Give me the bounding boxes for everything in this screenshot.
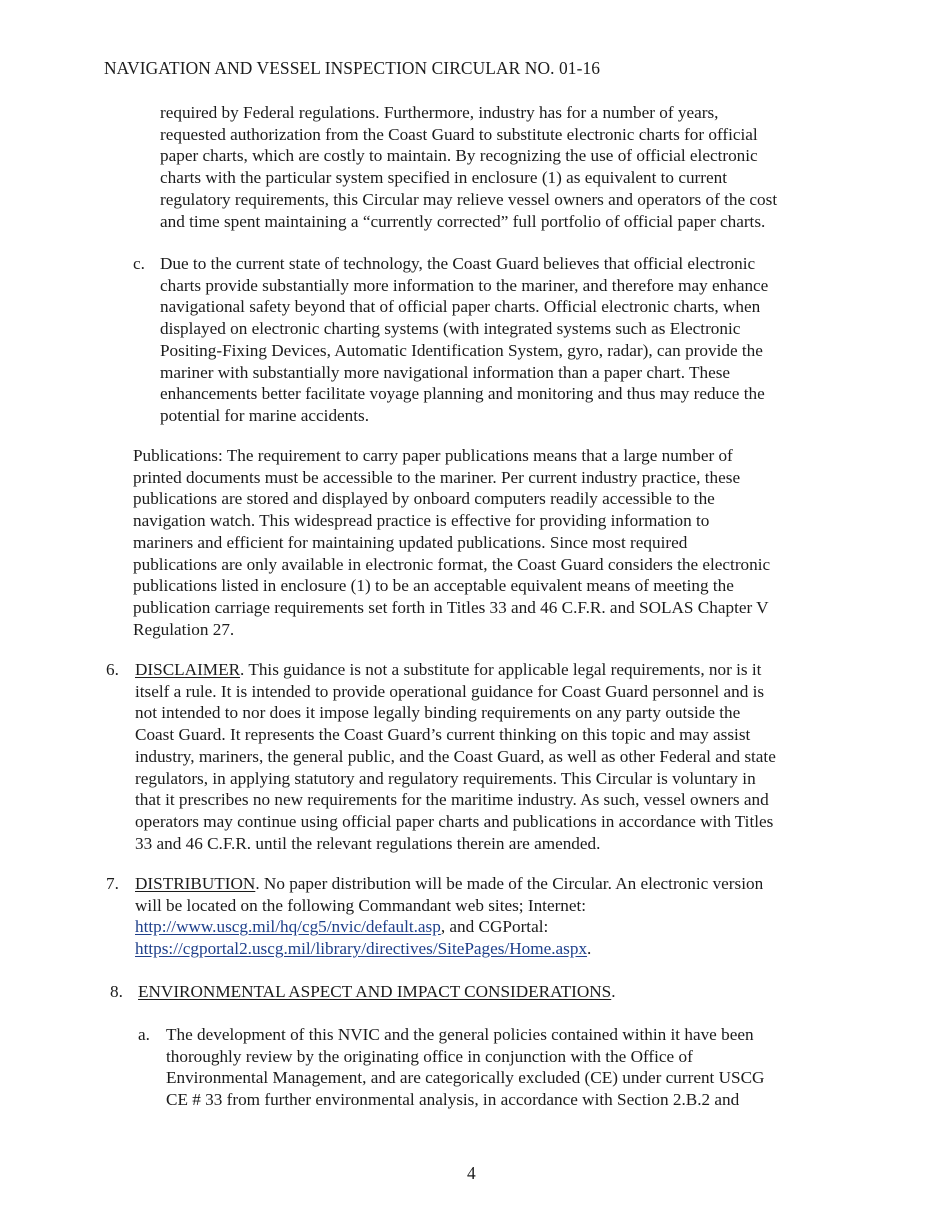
text-line: printed documents must be accessible to the mariner. Per current industry practice, these <box>133 467 741 487</box>
section-7-heading: DISTRIBUTION <box>135 874 256 893</box>
text-line <box>135 916 763 938</box>
section-7-number: 7. <box>106 874 119 893</box>
text-line: Positing-Fixing Devices, Automatic Identification System, gyro, radar), can provide the <box>160 340 763 360</box>
section-8-number: 8. <box>110 982 123 1001</box>
text-line: will be located on the following Commandant web sites; Internet: <box>135 895 587 915</box>
text-line: Publications: The requirement to carry paper publications means that a large number of <box>133 446 733 465</box>
section-6-number: 6. <box>106 660 119 679</box>
text-line: Regulation 27. <box>133 619 235 639</box>
text-line: Due to the current state of technology, the Coast Guard believes that official electronic <box>160 254 756 273</box>
text-line: operators may continue using official paper charts and publications in accordance with Titles <box>135 811 774 831</box>
text-span: . No paper distribution will be made of the Circular. An electronic version <box>255 874 764 893</box>
section-6-heading: DISCLAIMER <box>135 660 241 679</box>
text-line: paper charts, which are costly to maintain. By recognizing the use of official electronic <box>160 146 758 166</box>
text-line: displayed on electronic charting systems (with integrated systems such as Electronic <box>160 319 741 339</box>
text-line <box>138 981 616 1003</box>
text-span: . <box>611 982 616 1001</box>
section-8-heading-line <box>138 981 616 1003</box>
text-line: navigation watch. This widespread practice is effective for providing information to <box>133 511 710 531</box>
page-number: 4 <box>467 1163 476 1183</box>
text-line: itself a rule. It is intended to provide operational guidance for Coast Guard personnel and is <box>135 681 765 701</box>
section-8a-paragraph <box>166 1024 764 1111</box>
text-line <box>135 873 763 895</box>
text-span: , and CGPortal: <box>440 917 549 937</box>
text-line: charts provide substantially more information to the mariner, and therefore may enhance <box>160 275 769 295</box>
section-8-heading: ENVIRONMENTAL ASPECT AND IMPACT CONSIDERATIONS <box>138 982 612 1001</box>
text-line: requested authorization from the Coast Guard to substitute electronic charts for official <box>160 124 758 144</box>
text-line <box>135 659 776 681</box>
text-line: mariners and efficient for maintaining updated publications. Since most required <box>133 532 688 552</box>
text-line: Environmental Management, and are categorically excluded (CE) under current USCG <box>166 1068 765 1088</box>
page-header: NAVIGATION AND VESSEL INSPECTION CIRCULAR NO. 01-16 <box>104 58 601 78</box>
text-line: publication carriage requirements set forth in Titles 33 and 46 C.F.R. and SOLAS Chapter V <box>133 597 769 617</box>
text-line: required by Federal regulations. Furthermore, industry has for a number of years, <box>160 103 719 122</box>
text-line: enhancements better facilitate voyage planning and monitoring and thus may reduce the <box>160 384 765 404</box>
section-6-disclaimer <box>135 659 776 854</box>
nvic-website-link[interactable]: http://www.uscg.mil/hq/cg5/nvic/default.asp <box>135 917 441 937</box>
text-line: publications are stored and displayed by onboard computers readily accessible to the <box>133 489 715 509</box>
paragraph-b-continuation <box>160 102 777 232</box>
text-line: regulators, in applying statutory and regulatory requirements. This Circular is voluntary in <box>135 768 756 788</box>
text-line: and time spent maintaining a “currently corrected” full portfolio of official paper charts. <box>160 211 766 231</box>
text-line: Coast Guard. It represents the Coast Guard’s current thinking on this topic and may assist <box>135 725 751 745</box>
text-span: . This guidance is not a substitute for applicable legal requirements, nor is it <box>240 660 762 679</box>
text-line: publications are only available in electronic format, the Coast Guard considers the electronic <box>133 554 771 574</box>
paragraph-c <box>160 253 768 427</box>
text-line: publications listed in enclosure (1) to be an acceptable equivalent means of meeting the <box>133 576 734 596</box>
text-line: thoroughly review by the originating office in conjunction with the Office of <box>166 1046 693 1066</box>
text-line: charts with the particular system specified in enclosure (1) as equivalent to current <box>160 168 727 188</box>
text-line: mariner with substantially more navigational information than a paper chart. These <box>160 362 731 382</box>
text-line: regulatory requirements, this Circular may relieve vessel owners and operators of the cost <box>160 189 778 209</box>
cgportal-link[interactable]: https://cgportal2.uscg.mil/library/directives/SitePages/Home.aspx <box>135 939 588 959</box>
text-span: . <box>587 939 592 959</box>
text-line: 33 and 46 C.F.R. until the relevant regulations therein are amended. <box>135 833 601 853</box>
text-line: that it prescribes no new requirements for the maritime industry. As such, vessel owners and <box>135 790 769 810</box>
text-line: potential for marine accidents. <box>160 405 370 425</box>
text-line: navigational safety beyond that of official paper charts. Official electronic charts, when <box>160 297 761 317</box>
text-line: The development of this NVIC and the general policies contained within it have been <box>166 1025 754 1044</box>
section-7-distribution <box>135 873 763 960</box>
section-8a-label: a. <box>138 1025 150 1044</box>
paragraph-c-label: c. <box>133 254 145 273</box>
text-line: not intended to nor does it impose legally binding requirements on any party outside the <box>135 703 741 723</box>
text-line <box>135 938 763 960</box>
publications-paragraph <box>133 445 770 640</box>
text-line: CE # 33 from further environmental analysis, in accordance with Section 2.B.2 and <box>166 1090 740 1110</box>
text-line: industry, mariners, the general public, and the Coast Guard, as well as other Federal and state <box>135 746 776 766</box>
